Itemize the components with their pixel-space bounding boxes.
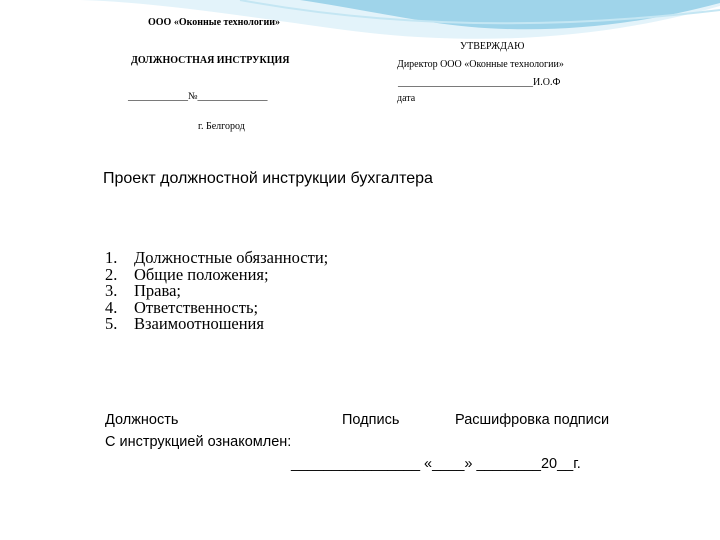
list-item-label: Взаимоотношения	[134, 314, 264, 333]
city-label: г. Белгород	[198, 121, 245, 132]
list-item-number: 4.	[105, 297, 118, 317]
approval-title: УТВЕРЖДАЮ	[460, 41, 525, 52]
list-item-number: 1.	[105, 248, 118, 267]
document-number-line: ____________№______________	[128, 91, 268, 102]
list-item-label: Должностные обязанности;	[134, 248, 329, 267]
signature-label: Подпись	[342, 412, 400, 428]
list-item-label: Права;	[134, 281, 181, 300]
approval-director: Директор ООО «Оконные технологии»	[397, 59, 564, 70]
project-title: Проект должностной инструкции бухгалтера	[103, 170, 433, 187]
position-label: Должность	[105, 412, 179, 428]
acquainted-label: С инструкцией ознакомлен:	[105, 434, 292, 450]
list-item-label: Общие положения;	[134, 264, 269, 284]
signature-decode-label: Расшифровка подписи	[455, 412, 610, 428]
list-item-number: 3.	[105, 281, 118, 300]
date-signature-line: ________________ «____» ________20__г.	[291, 456, 581, 472]
document-type: ДОЛЖНОСТНАЯ ИНСТРУКЦИЯ	[131, 55, 290, 66]
list-item-number: 2.	[105, 264, 118, 284]
list-item	[105, 316, 328, 333]
list-item-number: 5.	[105, 314, 118, 333]
approval-signature-line: ___________________________И.О.Ф	[398, 77, 561, 88]
approval-date-label: дата	[397, 93, 416, 104]
decorative-wave	[0, 0, 720, 70]
list-item-label: Ответственность;	[134, 297, 259, 317]
sections-list	[105, 250, 328, 333]
organization-name: ООО «Оконные технологии»	[148, 17, 280, 28]
